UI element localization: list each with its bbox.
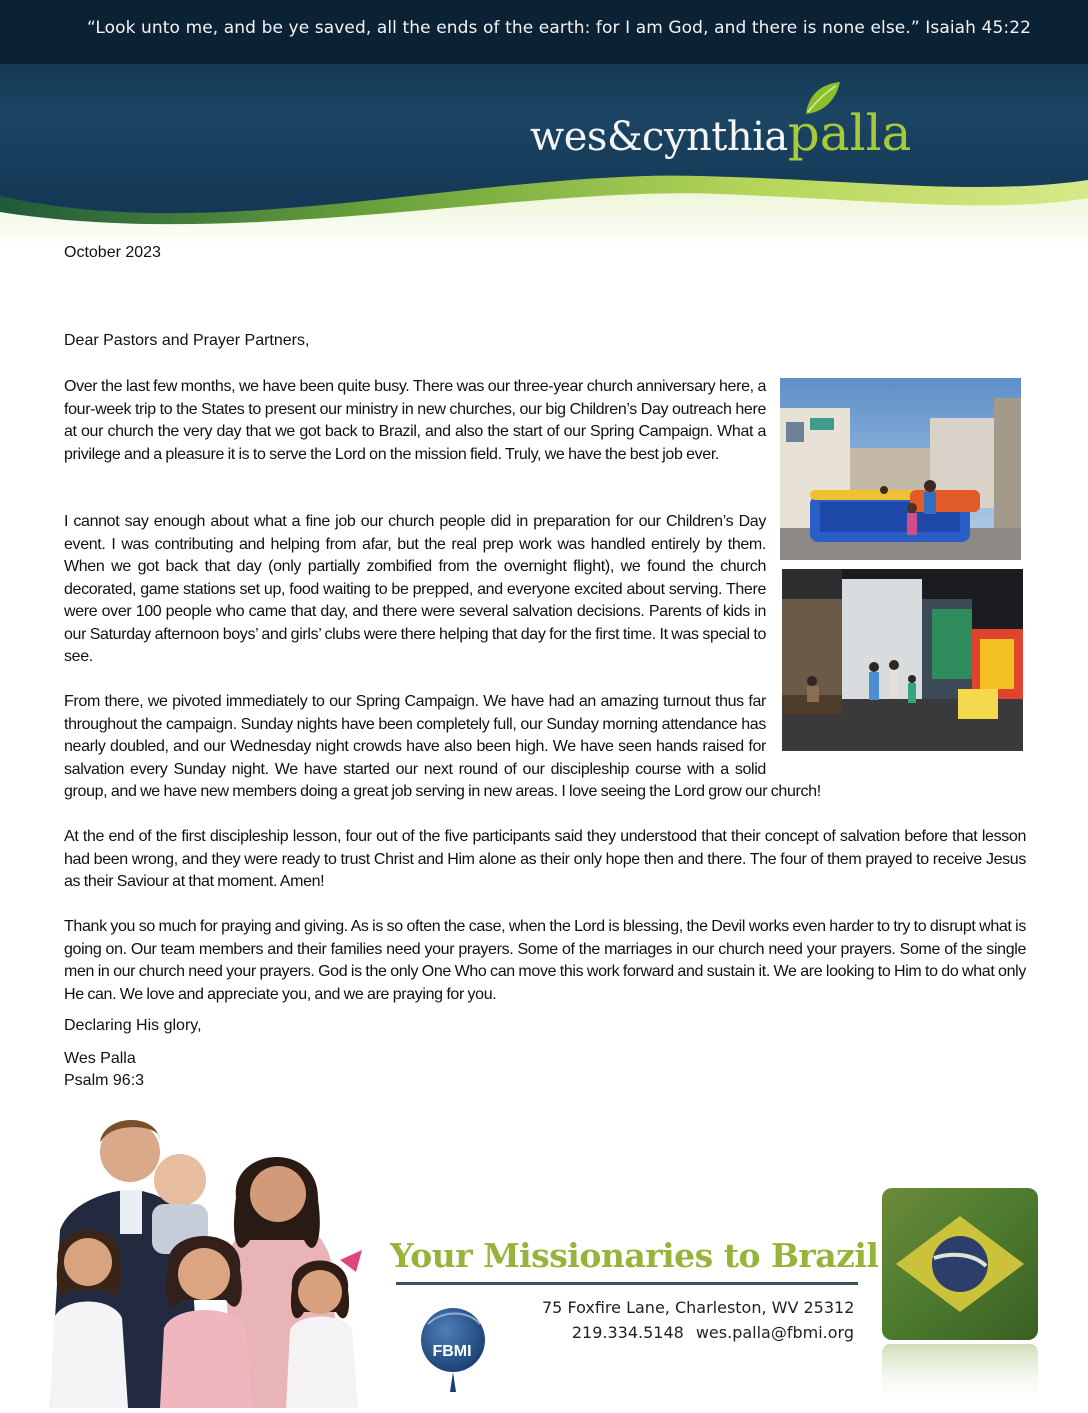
paragraph-1: Over the last few months, we have been quite busy. There was our three-year church anniversary here, a four-week trip to the States to present our ministry in new churches, our big Children’s Day outreach here at our church the very day that we got back to Brazil, and also the start of our Spring Campaign. What a privilege and a pleasure it is to serve the Lord on the mission field. Truly, we have the best job ever. (64, 378, 766, 463)
brand-wordmark (530, 104, 911, 162)
paragraph-4: At the end of the first discipleship lesson, four out of the five participants said they understood that their concept of salvation before that lesson had been wrong, and they were ready to trust Christ and Him alone as their only hope then and there. The four of them prayed to receive Jesus as their Saviour at that moment. Amen! (64, 828, 1026, 890)
photo-childrens-day-bounce-house (780, 378, 1021, 560)
brand-surname: palla (787, 104, 912, 162)
brazil-flag-icon (878, 1186, 1042, 1408)
paragraph-3-text: From there, we pivoted immediately to our Spring Campaign. We have had an amazing turnout thus far throughout the campaign. Sunday nights have been completely full, our Sunday morning attendance has nearly doubled, and our Wednesday night crowds have also been high. We have seen hands raised for salvation every Sunday night. We have started our next round of our discipleship course with a solid group, and we have new members doing a great job serving in new areas. I love seeing the Lord grow our church! (64, 693, 821, 800)
footer-email[interactable]: wes.palla@fbmi.org (695, 1323, 854, 1342)
family-photo (40, 1090, 385, 1408)
leaf-icon (802, 80, 842, 116)
photo-childrens-day-evening-games (782, 569, 1023, 751)
letter-salutation: Dear Pastors and Prayer Partners, (64, 332, 310, 349)
fbmi-logo-text: FBMI (432, 1343, 472, 1360)
letter-closing: Declaring His glory, (64, 1017, 202, 1034)
paragraph-5: Thank you so much for praying and giving. As is so often the case, when the Lord is blessing, the Devil works even harder to try to disrupt what is going on. Our team members and their families need your prayers. Some of the marriages in our church need your prayers. Some of the single men in our church need your prayers. God is the only One Who can move this work forward and sustain it. We are looking to Him to do what only He can. We love and appreciate you, and we are praying for you. (64, 918, 1026, 1003)
footer-tagline: Your Missionaries to Brazil (390, 1236, 879, 1275)
signature-verse-reference: Psalm 96:3 (64, 1072, 145, 1089)
brand-first-names: wes&cynthia (530, 114, 788, 160)
letter-date: October 2023 (64, 244, 161, 261)
signature-name: Wes Palla (64, 1050, 136, 1067)
footer-phone: 219.334.5148 (571, 1323, 684, 1342)
footer-divider (396, 1282, 858, 1285)
footer-address: 75 Foxfire Lane, Charleston, WV 25312 (542, 1298, 855, 1317)
paragraph-2: I cannot say enough about what a fine job our church people did in preparation for our Children’s Day event. I was contributing and helping from afar, but the real prep work was handled entirely by them. When we got back that day (only partially zombified from the overnight flight), we found the church decorated, game stations set up, food waiting to be prepped, and everyone excited about serving. There were over 100 people who came that day, and there were several salvation decisions. Parents of kids in our Saturday afternoon boys’ and girls’ clubs were there helping that day for the first time. It was special to see. (64, 513, 766, 665)
footer-contact (542, 1323, 854, 1342)
header-verse: “Look unto me, and be ye saved, all the ends of the earth: for I am God, and there is none else.” Isaiah 45:22 (86, 18, 1032, 38)
